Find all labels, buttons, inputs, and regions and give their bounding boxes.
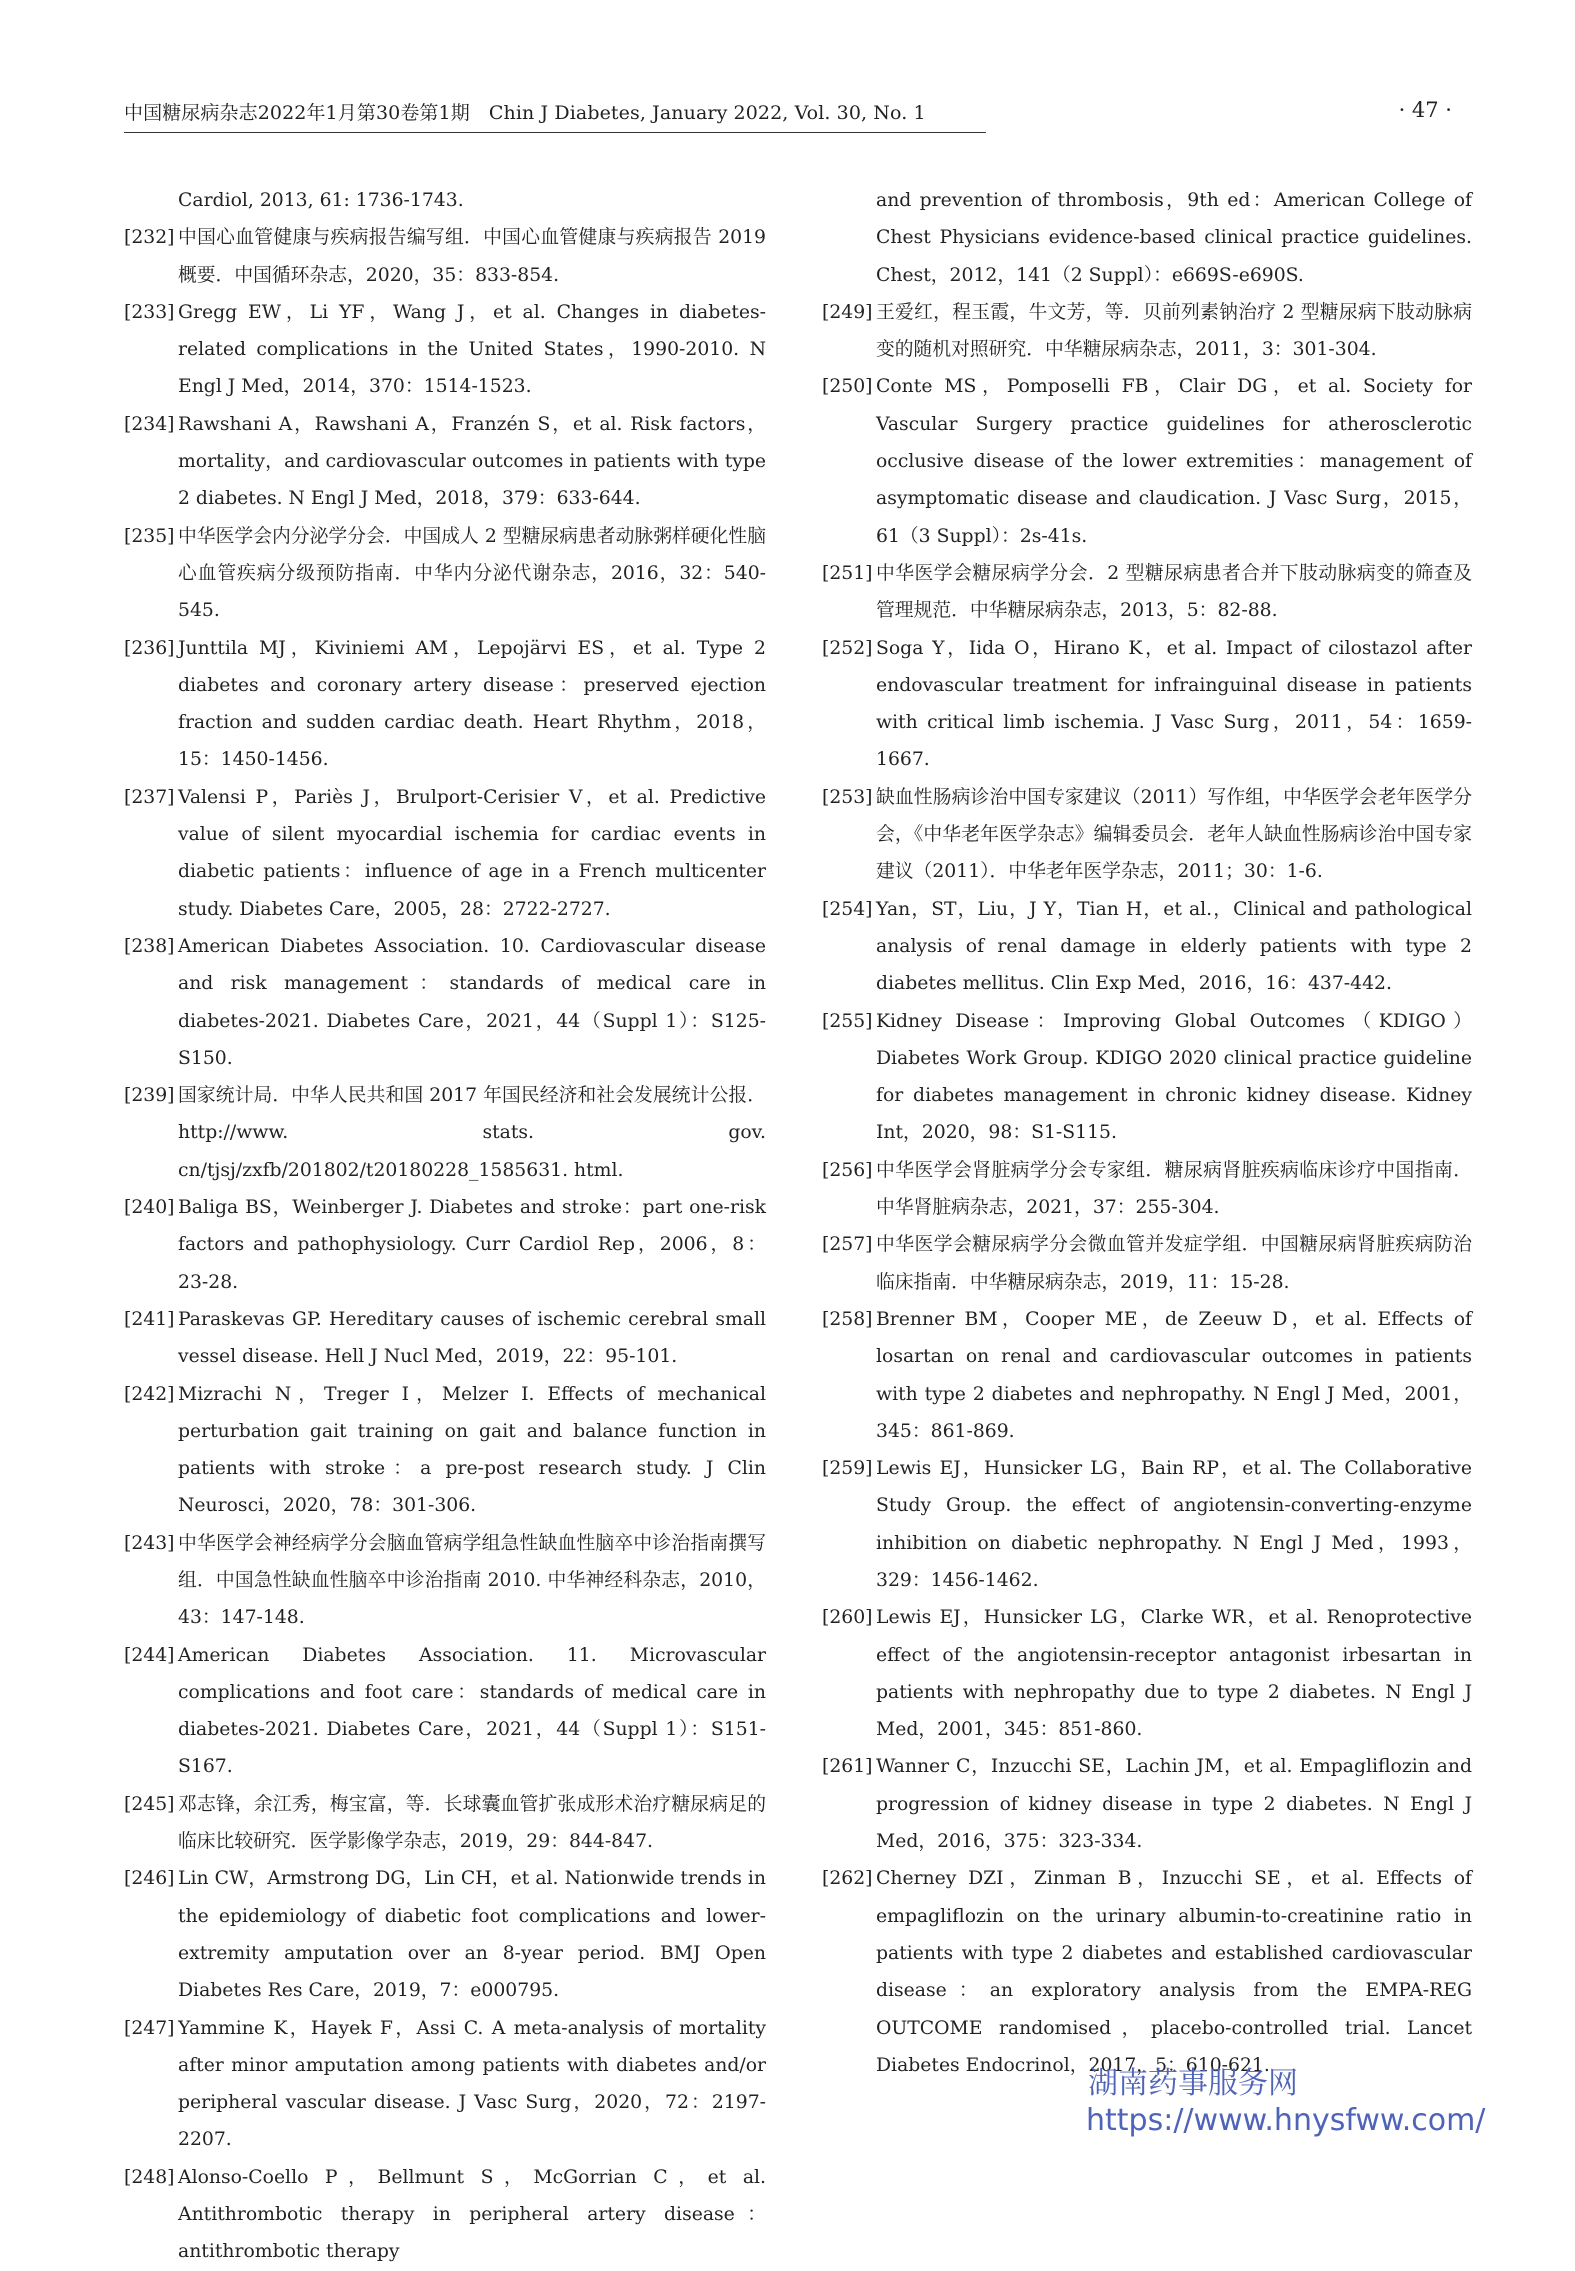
reference-240 xyxy=(124,1189,766,1301)
reference-text: 中华医学会糖尿病学分会微血管并发症学组．中国糖尿病肾脏疾病防治临床指南．中华糖尿病杂志，2019，11：15-28. xyxy=(876,1234,1472,1293)
reference-234 xyxy=(124,406,766,518)
reference-249 xyxy=(822,294,1472,369)
reference-number: [256] xyxy=(822,1159,873,1181)
reference-number: [249] xyxy=(822,301,873,323)
right-reference-column xyxy=(822,182,1472,2084)
reference-number: [258] xyxy=(822,1308,873,1330)
reference-237 xyxy=(124,779,766,928)
reference-text: Kidney Disease：Improving Global Outcomes（KDIGO）Diabetes Work Group. KDIGO 2020 clinical practice guideline for diabetes management in chronic kidney disease. Kidney Int，2020，98：S1-S115. xyxy=(876,1010,1472,1144)
reference-number: [244] xyxy=(124,1644,175,1666)
reference-text: Lin CW，Armstrong DG，Lin CH，et al. Nationwide trends in the epidemiology of diabetic foot complications and lower-extremity amputation over an 8-year period. BMJ Open Diabetes Res Care，2019，7：e000795. xyxy=(178,1868,766,2002)
reference-text: Soga Y，Iida O，Hirano K，et al. Impact of cilostazol after endovascular treatment for infrainguinal disease in patients with critical limb ischemia. J Vasc Surg，2011，54：1659-1667. xyxy=(876,637,1472,771)
reference-text: Yammine K，Hayek F，Assi C. A meta-analysis of mortality after minor amputation among patients with diabetes and/or peripheral vascular disease. J Vasc Surg，2020，72：2197-2207. xyxy=(178,2017,766,2151)
reference-number: [247] xyxy=(124,2017,175,2039)
reference-259 xyxy=(822,1450,1472,1599)
reference-238 xyxy=(124,928,766,1077)
reference-255 xyxy=(822,1003,1472,1152)
reference-continuation: Cardiol, 2013, 61: 1736-1743. xyxy=(178,190,464,211)
reference-number: [238] xyxy=(124,935,175,957)
reference-242 xyxy=(124,1376,766,1525)
reference-number: [232] xyxy=(124,227,175,249)
reference-text: Baliga BS，Weinberger J. Diabetes and stroke：part one-risk factors and pathophysiology. Curr Cardiol Rep，2006，8：23-28. xyxy=(178,1197,766,1293)
reference-256 xyxy=(822,1152,1472,1227)
reference-text: 缺血性肠病诊治中国专家建议（2011）写作组，中华医学会老年医学分会，《中华老年医学杂志》编辑委员会．老年人缺血性肠病诊治中国专家建议（2011）．中华老年医学杂志，2011；30：1-6. xyxy=(876,786,1472,883)
reference-text: Wanner C，Inzucchi SE，Lachin JM，et al. Empagliflozin and progression of kidney disease in type 2 diabetes. N Engl J Med，2016，375：323-334. xyxy=(876,1756,1472,1853)
page-header xyxy=(124,98,1452,138)
reference-number: [240] xyxy=(124,1197,175,1219)
reference-235 xyxy=(124,518,766,630)
reference-text: 中华医学会内分泌学分会．中国成人 2 型糖尿病患者动脉粥样硬化性脑心血管疾病分级预防指南．中华内分泌代谢杂志，2016，32：540-545. xyxy=(178,525,766,622)
reference-number: [246] xyxy=(124,1868,175,1890)
reference-number: [235] xyxy=(124,525,175,547)
reference-text: American Diabetes Association. 10. Cardiovascular disease and risk management：standards of medical care in diabetes-2021. Diabetes Care，2021，44（Suppl 1）：S125-S150. xyxy=(178,935,766,1069)
reference-number: [245] xyxy=(124,1793,175,1815)
reference-number: [254] xyxy=(822,898,873,920)
reference-text: Conte MS，Pomposelli FB，Clair DG，et al. Society for Vascular Surgery practice guidelines for atherosclerotic occlusive disease of the lower extremities：management of asymptomatic disease and claudication. J Vasc Surg，2015，61（3 Suppl）：2s-41s. xyxy=(876,376,1472,547)
reference-number: [237] xyxy=(124,786,175,808)
reference-number: [251] xyxy=(822,562,873,584)
reference-text: Valensi P，Pariès J，Brulport-Cerisier V，et al. Predictive value of silent myocardial ischemia for cardiac events in diabetic patients：influence of age in a French multicenter study. Diabetes Care，2005，28：2722-2727. xyxy=(178,786,766,920)
reference-241 xyxy=(124,1301,766,1376)
reference-248 xyxy=(124,2159,766,2271)
reference-text: Lewis EJ，Hunsicker LG，Bain RP，et al. The Collaborative Study Group. the effect of angiotensin-converting-enzyme inhibition on diabetic nephropathy. N Engl J Med，1993，329：1456-1462. xyxy=(876,1458,1472,1591)
reference-continuation: and prevention of thrombosis，9th ed：American College of Chest Physicians evidence-based clinical practice guidelines. Chest，2012，141（2 Suppl）：e669S-e690S. xyxy=(876,190,1472,286)
site-watermark xyxy=(1088,2065,1485,2139)
reference-251 xyxy=(822,555,1472,630)
reference-number: [236] xyxy=(124,637,175,659)
reference-260 xyxy=(822,1599,1472,1748)
reference-number: [248] xyxy=(124,2166,175,2188)
reference-232 xyxy=(124,219,766,294)
reference-text: 中华医学会神经病学分会脑血管病学组急性缺血性脑卒中诊治指南撰写组．中国急性缺血性脑卒中诊治指南 2010. 中华神经科杂志，2010，43：147-148. xyxy=(178,1532,766,1629)
reference-252 xyxy=(822,630,1472,779)
reference-247 xyxy=(124,2010,766,2159)
reference-text: 中华医学会肾脏病学分会专家组．糖尿病肾脏疾病临床诊疗中国指南．中华肾脏病杂志，2021，37：255-304. xyxy=(876,1159,1472,1219)
reference-text: Lewis EJ，Hunsicker LG，Clarke WR，et al. Renoprotective effect of the angiotensin-receptor antagonist irbesartan in patients with nephropathy due to type 2 diabetes. N Engl J Med，2001，345：851-860. xyxy=(876,1607,1472,1741)
reference-243 xyxy=(124,1525,766,1637)
reference-number: [239] xyxy=(124,1085,175,1107)
reference-number: [234] xyxy=(124,413,175,435)
page-number: · 47 · xyxy=(1398,98,1452,122)
reference-text: Gregg EW，Li YF，Wang J，et al. Changes in diabetes-related complications in the United States，1990-2010. N Engl J Med，2014，370：1514-1523. xyxy=(178,301,766,398)
reference-number: [253] xyxy=(822,786,873,808)
reference-number: [255] xyxy=(822,1010,873,1032)
reference-text: Cherney DZI，Zinman B，Inzucchi SE，et al. Effects of empagliflozin on the urinary albumin-to-creatinine ratio in patients with type 2 diabetes and established cardiovascular disease：an exploratory analysis from the EMPA-REG OUTCOME randomised，placebo-controlled trial. Lancet Diabetes Endocrinol，2017，5：610-621. xyxy=(876,1868,1472,2076)
reference-text: Brenner BM，Cooper ME，de Zeeuw D，et al. Effects of losartan on renal and cardiovascular outcomes in patients with type 2 diabetes and nephropathy. N Engl J Med，2001，345：861-869. xyxy=(876,1308,1472,1442)
reference-text: Junttila MJ，Kiviniemi AM，Lepojärvi ES，et al. Type 2 diabetes and coronary artery disease：preserved ejection fraction and sudden cardiac death. Heart Rhythm，2018，15：1450-1456. xyxy=(178,637,766,771)
watermark-site-name: 湖南药事服务网 xyxy=(1088,2066,1298,2101)
reference-text: Mizrachi N，Treger I，Melzer I. Effects of mechanical perturbation gait training on gait and balance function in patients with stroke：a pre-post research study. J Clin Neurosci，2020，78：301-306. xyxy=(178,1383,766,1517)
reference-number: [260] xyxy=(822,1607,873,1629)
reference-number: [261] xyxy=(822,1756,873,1778)
reference-number: [259] xyxy=(822,1458,873,1480)
reference-text: 王爱红，程玉霞，牛文芳，等．贝前列素钠治疗 2 型糖尿病下肢动脉病变的随机对照研究．中华糖尿病杂志，2011，3：301-304. xyxy=(876,301,1472,361)
reference-244 xyxy=(124,1637,766,1786)
reference-text: 邓志锋，余江秀，梅宝富，等．长球囊血管扩张成形术治疗糖尿病足的临床比较研究．医学影像学杂志，2019，29：844-847. xyxy=(178,1793,766,1853)
reference-233 xyxy=(124,294,766,406)
header-rule xyxy=(124,132,986,133)
reference-number: [252] xyxy=(822,637,873,659)
reference-245 xyxy=(124,1786,766,1861)
reference-text: 中国心血管健康与疾病报告编写组．中国心血管健康与疾病报告 2019 概要．中国循环杂志，2020，35：833-854. xyxy=(178,227,766,286)
reference-text: Paraskevas GP. Hereditary causes of ischemic cerebral small vessel disease. Hell J Nucl Med，2019，22：95-101. xyxy=(178,1308,766,1368)
reference-text: American Diabetes Association. 11. Microvascular complications and foot care：standards of medical care in diabetes-2021. Diabetes Care，2021，44（Suppl 1）：S151-S167. xyxy=(178,1644,766,1778)
reference-246 xyxy=(124,1860,766,2009)
reference-text: Yan，ST，Liu，J Y，Tian H，et al.，Clinical and pathological analysis of renal damage in elderly patients with type 2 diabetes mellitus. Clin Exp Med，2016，16：437-442. xyxy=(876,898,1472,995)
reference-262 xyxy=(822,1860,1472,2084)
reference-number: [233] xyxy=(124,301,175,323)
reference-261 xyxy=(822,1748,1472,1860)
reference-236 xyxy=(124,630,766,779)
journal-header: 中国糖尿病杂志2022年1月第30卷第1期 Chin J Diabetes, January 2022, Vol. 30, No. 1 xyxy=(124,102,926,124)
reference-number: [243] xyxy=(124,1532,175,1554)
reference-text: 中华医学会糖尿病学分会．2 型糖尿病患者合并下肢动脉病变的筛查及管理规范．中华糖尿病杂志，2013，5：82-88. xyxy=(876,562,1472,622)
reference-number: [250] xyxy=(822,376,873,398)
reference-number: [257] xyxy=(822,1234,873,1256)
reference-258 xyxy=(822,1301,1472,1450)
reference-number: [241] xyxy=(124,1308,175,1330)
reference-text: Alonso-Coello P，Bellmunt S，McGorrian C，et al. Antithrombotic therapy in peripheral artery disease：antithrombotic therapy xyxy=(178,2166,766,2263)
reference-257 xyxy=(822,1226,1472,1301)
reference-number: [262] xyxy=(822,1868,873,1890)
reference-239 xyxy=(124,1077,766,1189)
left-reference-column xyxy=(124,182,766,2271)
reference-250 xyxy=(822,368,1472,554)
reference-number: [242] xyxy=(124,1383,175,1405)
reference-254 xyxy=(822,891,1472,1003)
reference-text: 国家统计局．中华人民共和国 2017 年国民经济和社会发展统计公报．http://www. stats. gov. cn/tjsj/zxfb/201802/t20180228_1585631. html. xyxy=(178,1085,766,1181)
reference-text: Rawshani A，Rawshani A，Franzén S，et al. Risk factors，mortality，and cardiovascular outcomes in patients with type 2 diabetes. N Engl J Med，2018，379：633-644. xyxy=(178,413,766,510)
watermark-url: https://www.hnysfww.com/ xyxy=(1086,2103,1486,2138)
reference-253 xyxy=(822,779,1472,891)
